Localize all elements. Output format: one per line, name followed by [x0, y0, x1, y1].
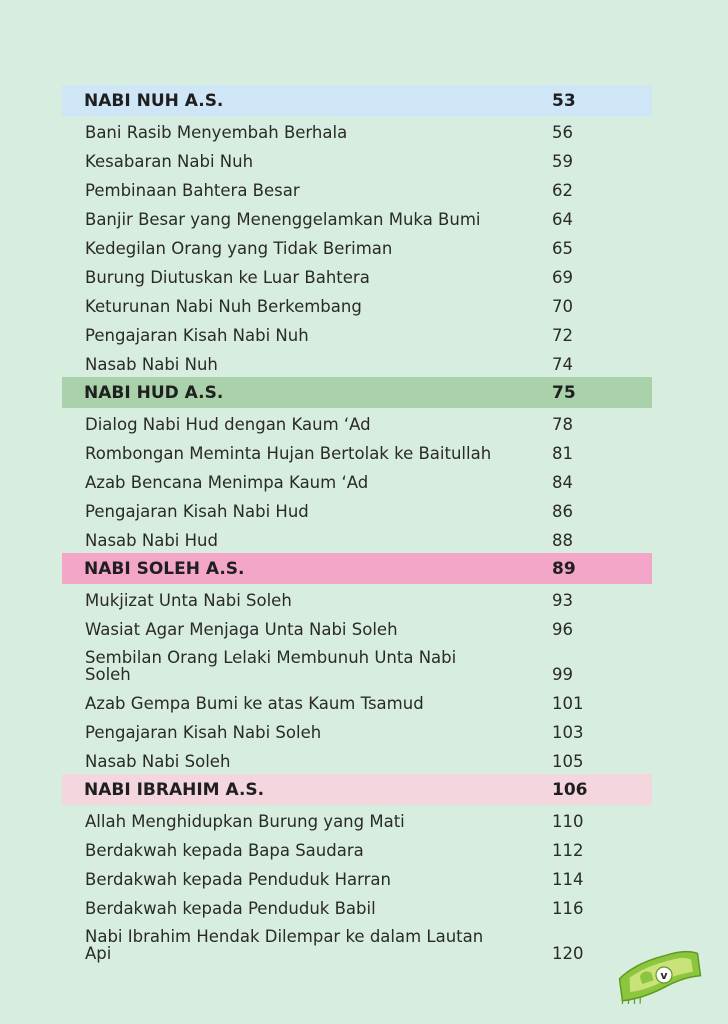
- entry-page: 116: [552, 899, 584, 918]
- section-heading: [62, 774, 652, 805]
- entry-page: 65: [552, 239, 573, 258]
- entry-title: Berdakwah kepada Bapa Saudara: [85, 841, 364, 860]
- section-title: NABI HUD A.S.: [84, 382, 224, 403]
- entry-page: 105: [552, 752, 584, 771]
- entry-title: Mukjizat Unta Nabi Soleh: [85, 591, 292, 610]
- toc-entry: [62, 863, 652, 892]
- toc-entry: [62, 834, 652, 863]
- entry-page: 84: [552, 473, 573, 492]
- toc-entry: [62, 203, 652, 232]
- entry-page: 70: [552, 297, 573, 316]
- toc-entry: [62, 584, 652, 613]
- entry-page: 81: [552, 444, 573, 463]
- section-page: 53: [552, 90, 576, 111]
- entry-title: Kesabaran Nabi Nuh: [85, 152, 254, 171]
- toc-entry: [62, 348, 652, 377]
- toc-entry: [62, 613, 652, 642]
- toc-entry: [62, 261, 652, 290]
- toc-entry: [62, 437, 652, 466]
- entry-title: Burung Diutuskan ke Luar Bahtera: [85, 268, 370, 287]
- entry-title: Dialog Nabi Hud dengan Kaum ‘Ad: [85, 415, 371, 434]
- toc-entry: [62, 687, 652, 716]
- toc-entry: [62, 232, 652, 261]
- entry-title: Nasab Nabi Hud: [85, 531, 218, 550]
- section-page: 75: [552, 382, 576, 403]
- toc-entry: [62, 495, 652, 524]
- entry-page: 78: [552, 415, 573, 434]
- entry-page: 93: [552, 591, 573, 610]
- entry-title: Rombongan Meminta Hujan Bertolak ke Baitullah: [85, 444, 492, 463]
- section-title: NABI IBRAHIM A.S.: [84, 779, 265, 800]
- entry-page: 64: [552, 210, 573, 229]
- toc-entry: [62, 408, 652, 437]
- toc-entry: [62, 642, 652, 687]
- section-title: NABI SOLEH A.S.: [84, 558, 245, 579]
- entry-title: Pengajaran Kisah Nabi Soleh: [85, 723, 322, 742]
- entry-page: 101: [552, 694, 584, 713]
- entry-title: Nasab Nabi Soleh: [85, 752, 231, 771]
- entry-page: 88: [552, 531, 573, 550]
- entry-page: 72: [552, 326, 573, 345]
- toc-entry: [62, 745, 652, 774]
- toc-entry: [62, 524, 652, 553]
- entry-page: 69: [552, 268, 573, 287]
- entry-title: Pembinaan Bahtera Besar: [85, 181, 300, 200]
- entry-title: Berdakwah kepada Penduduk Harran: [85, 870, 391, 889]
- toc-entry: [62, 145, 652, 174]
- entry-page: 110: [552, 812, 584, 831]
- entry-title: Wasiat Agar Menjaga Unta Nabi Soleh: [85, 620, 398, 639]
- entry-title: Allah Menghidupkan Burung yang Mati: [85, 812, 405, 831]
- toc-entry: [62, 716, 652, 745]
- entry-title: Banjir Besar yang Menenggelamkan Muka Bumi: [85, 210, 481, 229]
- entry-title: Bani Rasib Menyembah Berhala: [85, 123, 348, 142]
- page-number: v: [660, 969, 668, 982]
- entry-page: 86: [552, 502, 573, 521]
- entry-title: Berdakwah kepada Penduduk Babil: [85, 899, 376, 918]
- section-page: 106: [552, 779, 588, 800]
- entry-page: 74: [552, 355, 573, 374]
- entry-title: Sembilan Orang Lelaki Membunuh Unta Nabi Soleh: [85, 648, 457, 684]
- section-page: 89: [552, 558, 576, 579]
- entry-page: 56: [552, 123, 573, 142]
- entry-title: Kedegilan Orang yang Tidak Beriman: [85, 239, 393, 258]
- entry-page: 62: [552, 181, 573, 200]
- toc-entry: [62, 290, 652, 319]
- entry-title: Nasab Nabi Nuh: [85, 355, 218, 374]
- table-of-contents: [62, 85, 652, 966]
- entry-page: 103: [552, 723, 584, 742]
- toc-entry: [62, 174, 652, 203]
- toc-entry: [62, 319, 652, 348]
- entry-title: Azab Gempa Bumi ke atas Kaum Tsamud: [85, 694, 424, 713]
- toc-entry: [62, 805, 652, 834]
- toc-entry: [62, 921, 652, 966]
- entry-title: Pengajaran Kisah Nabi Nuh: [85, 326, 309, 345]
- section-heading: [62, 377, 652, 408]
- entry-page: 114: [552, 870, 584, 889]
- section-heading: [62, 553, 652, 584]
- section-heading: [62, 85, 652, 116]
- toc-entry: [62, 892, 652, 921]
- section-title: NABI NUH A.S.: [84, 90, 224, 111]
- entry-title: Pengajaran Kisah Nabi Hud: [85, 502, 309, 521]
- entry-page: 96: [552, 620, 573, 639]
- entry-page: 120: [552, 944, 584, 963]
- toc-entry: [62, 116, 652, 145]
- entry-page: 99: [552, 665, 573, 684]
- prayer-mat-icon: [610, 944, 710, 1004]
- entry-title: Nabi Ibrahim Hendak Dilempar ke dalam Lautan Api: [85, 927, 484, 963]
- entry-title: Azab Bencana Menimpa Kaum ‘Ad: [85, 473, 369, 492]
- entry-title: Keturunan Nabi Nuh Berkembang: [85, 297, 362, 316]
- entry-page: 112: [552, 841, 584, 860]
- entry-page: 59: [552, 152, 573, 171]
- toc-entry: [62, 466, 652, 495]
